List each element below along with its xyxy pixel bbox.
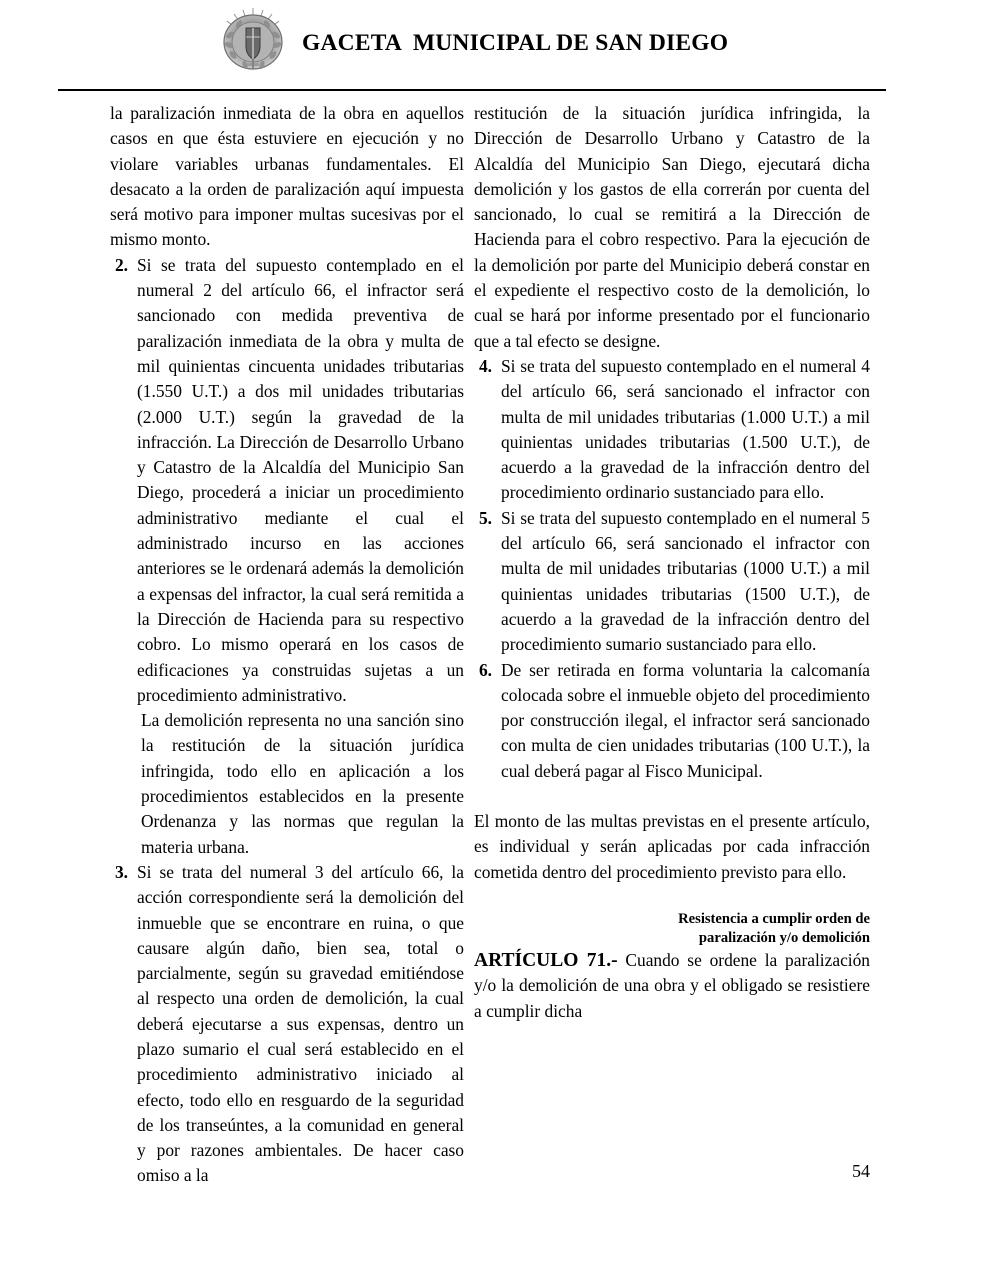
page-title: GACETA MUNICIPAL DE SAN DIEGO (302, 30, 729, 57)
paragraph-spacer (474, 784, 870, 809)
list-item-text: Si se trata del supuesto contemplado en el numeral 4 del artículo 66, será sancionado el infractor con multa de mil unidades tributarias (1.000 U.T.) a mil quinientas unidades tributarias (1.500 U.T.), de acuerdo a la gravedad de la infracción dentro del procedimiento ordinario sustanciado para ello. (501, 355, 870, 503)
right-column (474, 101, 990, 1189)
list-item (474, 658, 870, 784)
list-item (474, 354, 870, 506)
left-sub-paragraph: La demolición representa no una sanción sino la restitución de la situación jurídica infringida, todo ello en aplicación a los procedimientos establecidos en la presente Ordenanza y las normas que regulan la materia urbana. (141, 710, 464, 857)
header-divider (58, 89, 886, 91)
list-item-marker: 4. (478, 355, 492, 376)
left-column (0, 101, 474, 1189)
list-item-text: De ser retirada en forma voluntaria la calcomanía colocada sobre el inmueble objeto del procedimiento por construcción ilegal, el infractor será sancionado con multa de cien unidades tributarias (100 U.T.), la cual deberá pagar al Fisco Municipal. (501, 659, 870, 781)
list-item-marker: 3. (114, 861, 128, 882)
article-body-text: Cuando se ordene la paralización y/o la demolición de una obra y el obligado se resistiere a cumplir dicha (474, 949, 871, 1021)
left-continuation-paragraph: la paralización inmediata de la obra en aquellos casos en que ésta estuviere en ejecución y no violare variables urbanas fundamentales. El desacato a la orden de paralización aquí impuesta será motivo para imponer multas sucesivas por el mismo monto. (110, 103, 464, 250)
list-item-marker: 6. (478, 659, 492, 680)
right-continuation-paragraph: restitución de la situación jurídica infringida, la Dirección de Desarrollo Urbano y Catastro de la Alcaldía del Municipio San Diego, ejecutará dicha demolición y los gastos de ella correrán por cuenta del sancionado, lo cual se remitirá a la Dirección de Hacienda para el cobro respectivo. Para la ejecución de la demolición por parte del Municipio deberá constar en el expediente el respectivo costo de la demolición, lo cual se hará por informe presentado por el funcionario que a tal efecto se designe. (474, 103, 870, 351)
article-label: ARTÍCULO 71.- (474, 949, 618, 971)
coat-of-arms-emblem (216, 4, 290, 78)
list-item-text: Si se trata del supuesto contemplado en el numeral 5 del artículo 66, será sancionado el infractor con multa de mil unidades tributarias (1000 U.T.) a mil quinientas unidades tributarias (1500 U.T.), de acuerdo a la gravedad de la infracción dentro del procedimiento sumario sustanciado para ello. (501, 507, 870, 655)
list-item-marker: 5. (478, 507, 492, 528)
list-item (474, 506, 870, 658)
section-heading-line-1: Resistencia a cumplir orden de (678, 910, 870, 927)
page-header (0, 0, 990, 72)
page-number: 54 (852, 1161, 870, 1181)
list-item-text: Si se trata del supuesto contemplado en el numeral 2 del artículo 66, el infractor será sancionado con medida preventiva de paralización inmediata de la obra y multa de mil quinientas cincuenta unidades tributarias (1.550 U.T.) a dos mil unidades tributarias (2.000 U.T.) según la gravedad de la infracción. La Dirección de Desarrollo Urbano y Catastro de la Alcaldía del Municipio San Diego, procederá a iniciar un procedimiento administrativo mediante el cual el administrado incurso en las acciones anteriores se le ordenará además la demolición a expensas del infractor, la cual será remitida a la Dirección de Hacienda para su respectivo cobro. Lo mismo operará en los casos de edificaciones ya construidas sujetas a un procedimiento administrativo. (137, 254, 464, 705)
two-column-body (0, 101, 990, 1189)
right-closing-paragraph: El monto de las multas previstas en el presente artículo, es individual y serán aplicadas por cada infracción cometida dentro del procedimiento previsto para ello. (474, 811, 870, 882)
list-item-text: Si se trata del numeral 3 del artículo 66, la acción correspondiente será la demolición del inmueble que se encontrare en ruina, o que causare algún daño, bien sea, total o parcialmente, según su gravedad emitiéndose al respecto una orden de demolición, la cual deberá ejecutarse a sus expensas, dentro un plazo sumario el cual será establecido en el procedimiento administrativo iniciado al efecto, todo ello en resguardo de la seguridad de los transeúntes, a la comunidad en general y por razones ambientales. De hacer caso omiso a la (137, 861, 464, 1186)
list-item (110, 860, 464, 1189)
paragraph-spacer-2 (474, 885, 870, 910)
list-item (110, 253, 464, 708)
section-heading-line-2: paralización y/o demolición (698, 929, 870, 946)
list-item-marker: 2. (114, 254, 128, 275)
article-paragraph (474, 948, 870, 1024)
